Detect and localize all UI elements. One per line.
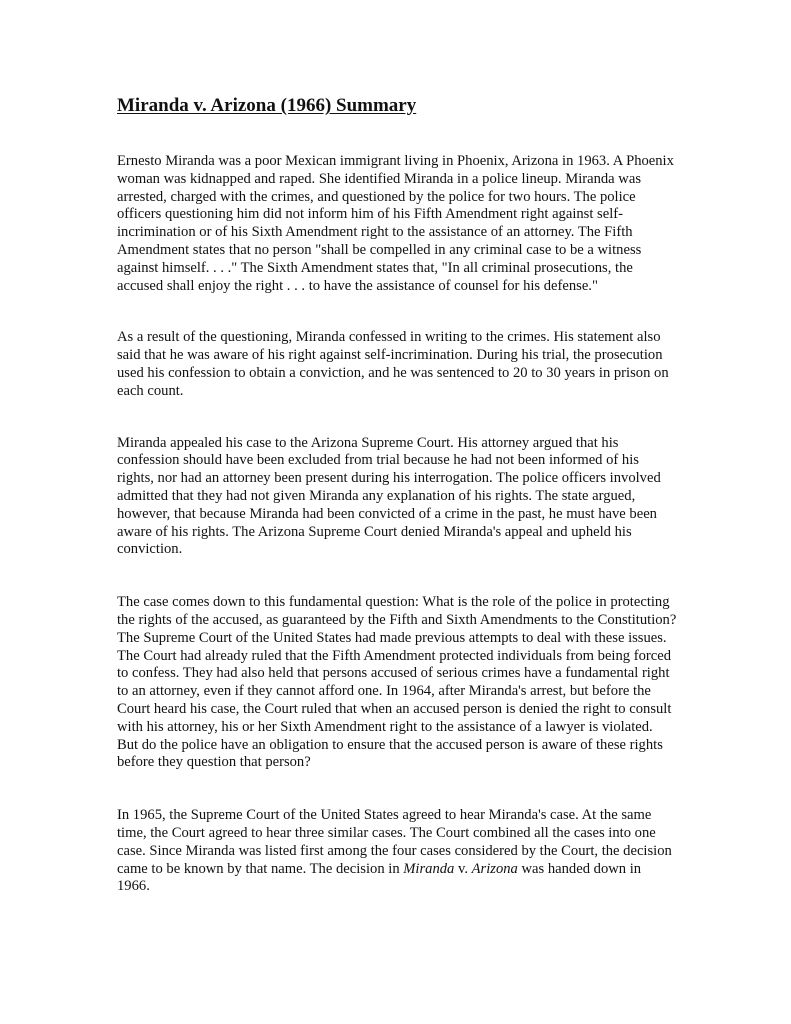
paragraph-decision [117, 807, 677, 896]
paragraph-appeal: Miranda appealed his case to the Arizona Supreme Court. His attorney argued that his confession should have been excluded from trial because he had not been informed of his rights, nor had an attorney been present during his interrogation. The police officers involved admitted that they had not given Miranda any explanation of his rights. The state argued, however, that because Miranda had been convicted of a crime in the past, he must have been aware of his rights. The Arizona Supreme Court denied Miranda's appeal and upheld his conviction. [117, 434, 661, 558]
document-page [117, 95, 677, 896]
decision-text-after: was handed down in 1966. [117, 860, 642, 895]
paragraph-background: Ernesto Miranda was a poor Mexican immigrant living in Phoenix, Arizona in 1963. A Phoenix woman was kidnapped and raped. She identified Miranda in a police lineup. Miranda was arrested, charged with the crimes, and questioned by the police for two hours. The police officers questioning him did not inform him of his Fifth Amendment right against self-incrimination or of his Sixth Amendment right to the assistance of an attorney. The Fifth Amendment states that no person "shall be compelled in any criminal case to be a witness against himself. . . ." The Sixth Amendment states that, "In all criminal prosecutions, the accused shall enjoy the right . . . to have the assistance of counsel for his defense." [117, 153, 674, 294]
paragraph-question: The case comes down to this fundamental question: What is the role of the police in protecting the rights of the accused, as guaranteed by the Fifth and Sixth Amendments to the Constitution? The Supreme Court of the United States had made previous attempts to deal with these issues. The Court had already ruled that the Fifth Amendment protected individuals from being forced to confess. They had also held that persons accused of serious crimes have a fundamental right to an attorney, even if they cannot afford one. In 1964, after Miranda's arrest, but before the Court heard his case, the Court ruled that when an accused person is denied the right to consult with his attorney, his or her Sixth Amendment right to the assistance of a lawyer is violated. But do the police have an obligation to ensure that the accused person is aware of these rights before they question that person? [117, 594, 677, 771]
decision-text-before: In 1965, the Supreme Court of the United States agreed to hear Miranda's case. At the same time, the Court agreed to hear three similar cases. The Court combined all the cases into one case. Since Miranda was listed first among the four cases considered by the Court, the decision came to be known by that name. The decision in [117, 807, 672, 877]
document-title: Miranda v. Arizona (1966) Summary [117, 95, 417, 116]
case-separator: v. [454, 860, 472, 877]
case-name-miranda: Miranda [403, 860, 455, 877]
paragraph-confession: As a result of the questioning, Miranda confessed in writing to the crimes. His statement also said that he was aware of his right against self-incrimination. During his trial, the prosecution used his confession to obtain a conviction, and he was sentenced to 20 to 30 years in prison on each count. [117, 329, 669, 399]
case-name-arizona: Arizona [471, 860, 518, 877]
